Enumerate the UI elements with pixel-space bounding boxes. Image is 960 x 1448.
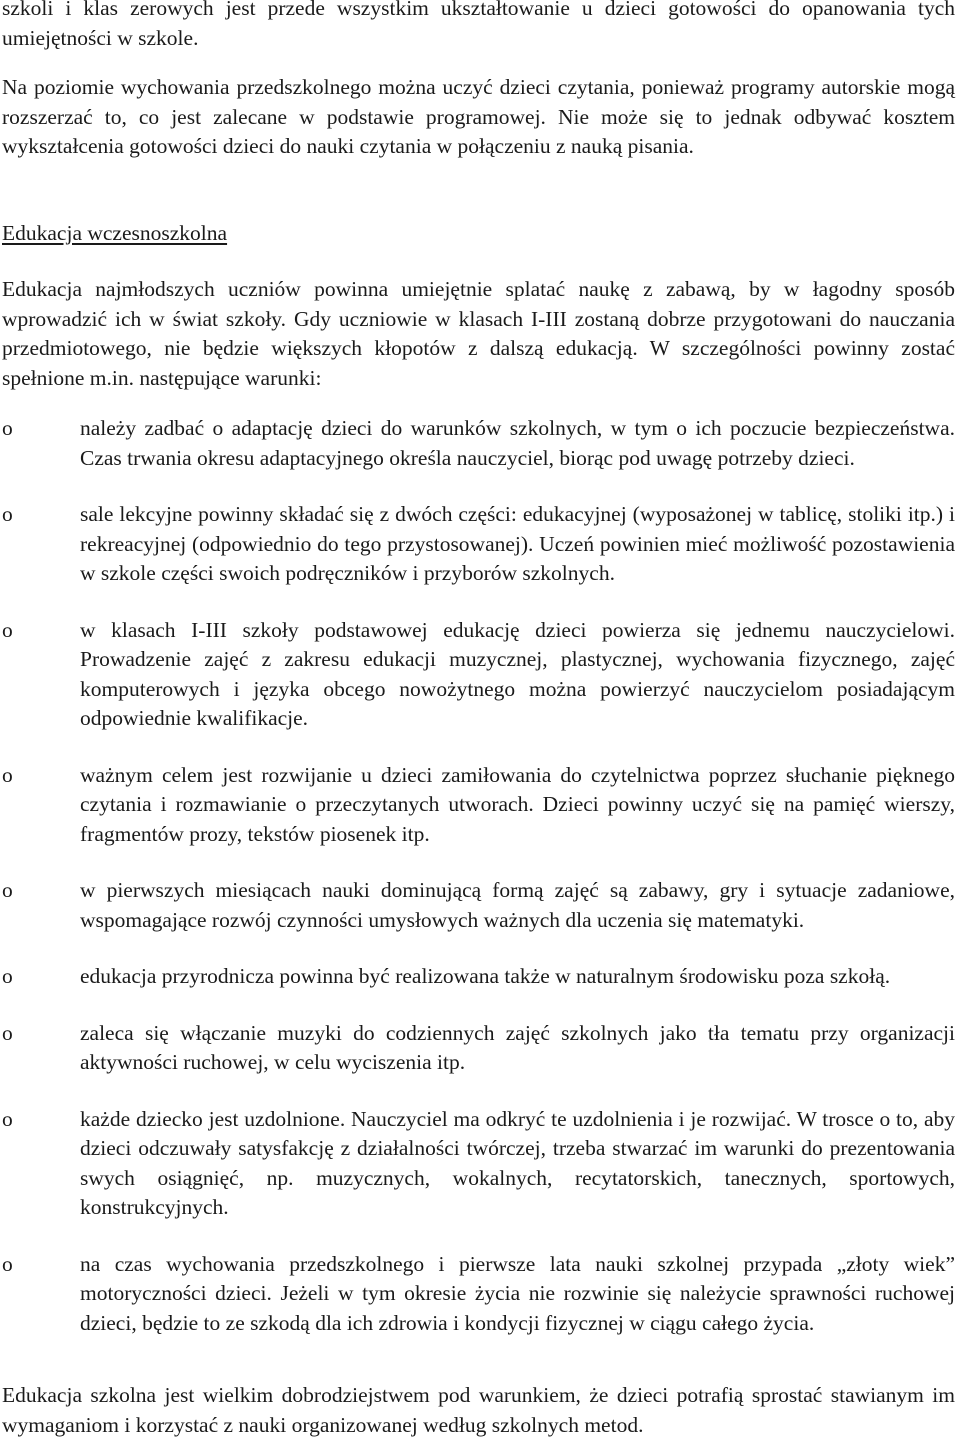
bullet-marker: o <box>2 1251 13 1276</box>
list-item <box>2 1250 955 1339</box>
closing-paragraph: Edukacja szkolna jest wielkim dobrodziejstwem pod warunkiem, że dzieci potrafią sprostać stawianym im wymaganiom i korzystać z nauki organizowanej według szkolnych metod. <box>2 1383 955 1437</box>
list-item-text: na czas wychowania przedszkolnego i pierwsze lata nauki szkolnej przypada „złoty wiek” motoryczności dzieci. Jeżeli w tym okresie życia nie rozwinie się należycie sprawności ruchowej dzieci, będzie to ze szkodą dla ich zdrowia i kondycji fizycznej w ciągu całego życia. <box>80 1251 955 1335</box>
list-item-text: edukacja przyrodnicza powinna być realizowana także w naturalnym środowisku poza szkołą. <box>80 964 891 988</box>
list-item-text: każde dziecko jest uzdolnione. Nauczyciel ma odkryć te uzdolnienia i je rozwijać. W trosce o to, aby dzieci odczuwały satysfakcję z działalności twórczej, trzeba stwarzać im warunki do prezentowania swych osiągnięć, np. muzycznych, wokalnych, recytatorskich, tanecznych, sportowych, konstrukcyjnych. <box>80 1106 955 1219</box>
list-item <box>2 1105 955 1223</box>
bullet-marker: o <box>2 502 13 526</box>
list-item-text: zaleca się włączanie muzyki do codziennych zajęć szkolnych jako tła tematu przy organizacji aktywności ruchowej, w celu wyciszenia itp. <box>80 1020 955 1074</box>
section-heading: Edukacja wczesnoszkolna <box>2 220 228 245</box>
section-paragraph: Edukacja najmłodszych uczniów powinna umiejętnie splatać naukę z zabawą, by w łagodny sposób wprowadzić ich w świat szkoły. Gdy uczniowie w klasach I-III zostaną dobrze przygotowani do nauczania przedmiotowego, nie będzie większych kłopotów z dalszą edukacją. W szczególności powinny zostać spełnione m.in. następujące warunki: <box>2 277 955 390</box>
bullet-marker: o <box>2 1106 13 1131</box>
list-item <box>2 962 955 992</box>
list-item <box>2 414 955 473</box>
list-item-text: ważnym celem jest rozwijanie u dzieci zamiłowania do czytelnictwa poprzez słuchanie pięknego czytania i rozmawianie o przeczytanych utworach. Dzieci powinny uczyć się na pamięć wierszy, fragmentów prozy, tekstów piosenek itp. <box>80 762 955 846</box>
list-item <box>2 616 955 734</box>
document-page <box>2 0 955 1440</box>
list-item-text: należy zadbać o adaptację dzieci do warunków szkolnych, w tym o ich poczucie bezpieczeństwa. Czas trwania okresu adaptacyjnego określa nauczyciel, biorąc pod uwagę potrzeby dzieci. <box>80 416 955 470</box>
list-item-text: w pierwszych miesiącach nauki dominującą formą zajęć są zabawy, gry i sytuacje zadaniowe, wspomagające rozwój czynności umysłowych ważnych dla uczenia się matematyki. <box>80 878 955 932</box>
list-item-text: sale lekcyjne powinny składać się z dwóch części: edukacyjnej (wyposażonej w tablicę, stoliki itp.) i rekreacyjnej (odpowiednio do tego przystosowanej). Uczeń powinien mieć możliwość pozostawienia w szkole części swoich podręczników i przyborów szkolnych. <box>80 502 955 585</box>
list-item <box>2 1019 955 1078</box>
list-item-text: w klasach I-III szkoły podstawowej edukację dzieci powierza się jednemu nauczycielowi. Prowadzenie zajęć z zakresu edukacji muzycznej, plastycznej, wychowania fizycznego, zajęć komputerowych i języka obcego nowożytnego można powierzyć nauczycielom posiadającym odpowiednie kwalifikacje. <box>80 617 955 730</box>
bullet-marker: o <box>2 762 13 787</box>
bullet-marker: o <box>2 878 13 902</box>
bullet-marker: o <box>2 617 13 642</box>
bullet-marker: o <box>2 964 13 988</box>
reading-paragraph: Na poziomie wychowania przedszkolnego można uczyć dzieci czytania, ponieważ programy autorskie mogą rozszerzać to, co jest zalecane w podstawie programowej. Nie może się to jednak odbywać kosztem wykształcenia gotowości dzieci do nauki czytania w połączeniu z nauką pisania. <box>2 75 955 158</box>
list-item <box>2 876 955 935</box>
intro-paragraph: szkoli i klas zerowych jest przede wszystkim ukształtowanie u dzieci gotowości do opanowania tych umiejętności w szkole. <box>2 0 955 50</box>
conditions-list <box>2 414 955 1338</box>
list-item <box>2 500 955 589</box>
bullet-marker: o <box>2 1020 13 1045</box>
bullet-marker: o <box>2 416 13 440</box>
list-item <box>2 761 955 850</box>
